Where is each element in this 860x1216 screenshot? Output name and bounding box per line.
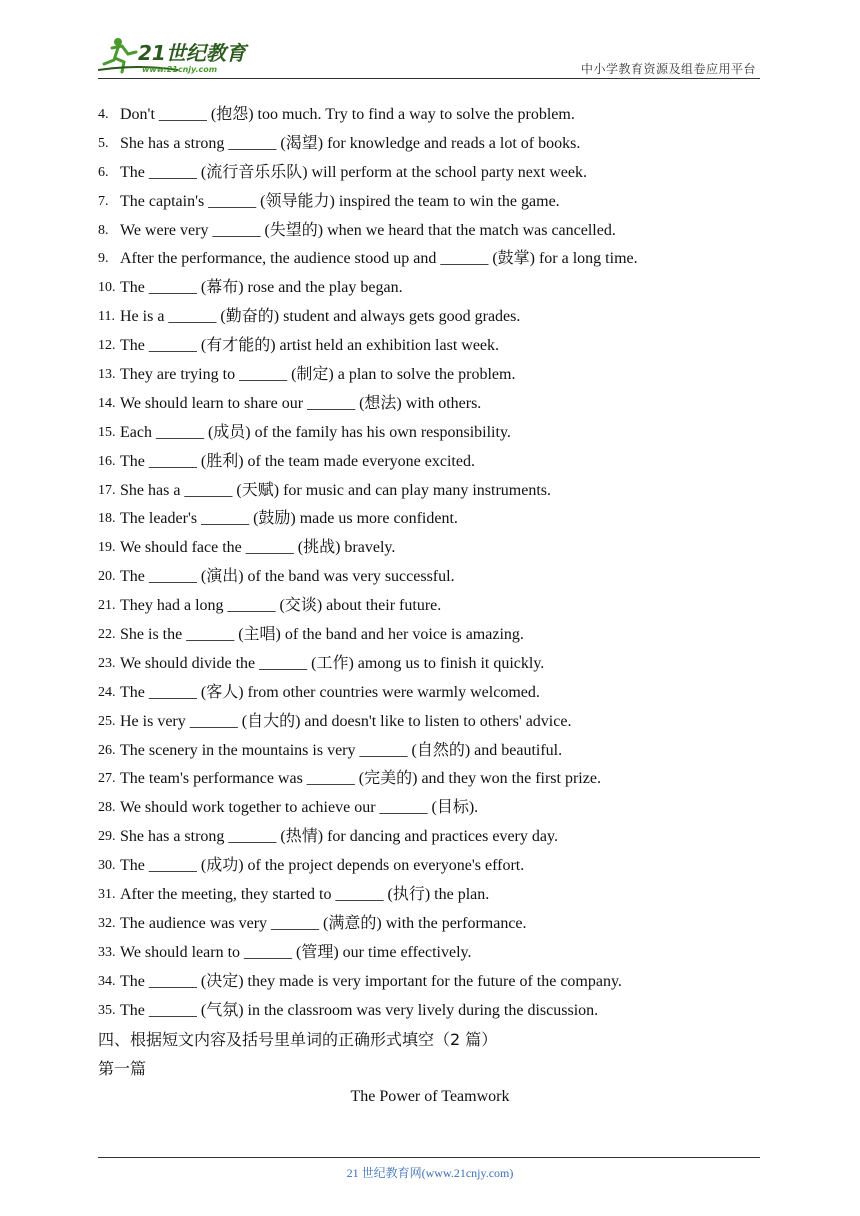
question-item <box>98 852 778 881</box>
question-text: Don't ______ (抱怨) too much. Try to find a way to solve the problem. <box>120 106 575 123</box>
question-item <box>98 823 778 852</box>
question-text: They are trying to ______ (制定) a plan to solve the problem. <box>120 366 516 384</box>
svg-text:21世纪教育: 21世纪教育 <box>138 41 246 65</box>
question-item <box>98 679 778 708</box>
question-text: We should divide the ______ (工作) among us to finish it quickly. <box>120 654 545 672</box>
question-text: The leader's ______ (鼓励) made us more confident. <box>120 510 458 528</box>
question-number: 14. <box>98 395 116 411</box>
question-item <box>98 592 778 621</box>
question-text: We should face the ______ (挑战) bravely. <box>120 539 396 557</box>
question-item <box>98 188 778 217</box>
question-number: 12. <box>98 338 116 354</box>
question-item <box>98 448 778 477</box>
question-number: 11. <box>98 309 115 325</box>
question-number: 4. <box>98 107 109 122</box>
question-number: 21. <box>98 598 116 614</box>
svg-text:www.21cnjy.com: www.21cnjy.com <box>142 65 218 74</box>
question-item <box>98 968 778 997</box>
question-item <box>98 101 778 130</box>
question-number: 32. <box>98 915 116 931</box>
question-text: The ______ (幕布) rose and the play began. <box>120 279 403 297</box>
question-text: He is a ______ (勤奋的) student and always gets good grades. <box>120 308 521 326</box>
site-name: 中小学教育资源及组卷应用平台 <box>580 62 756 76</box>
question-number: 35. <box>98 1002 116 1018</box>
question-number: 18. <box>98 511 116 527</box>
question-text: She has a ______ (天赋) for music and can play many instruments. <box>120 481 552 499</box>
site-logo <box>98 34 268 76</box>
question-item <box>98 159 778 188</box>
question-number: 27. <box>98 771 116 787</box>
question-text: He is very ______ (自大的) and doesn't like to listen to others' advice. <box>120 712 572 730</box>
section-title: 四、根据短文内容及括号里单词的正确形式填空（2 篇） <box>98 1030 498 1049</box>
question-text: The ______ (客人) from other countries were warmly welcomed. <box>120 683 540 701</box>
question-number: 9. <box>98 251 109 267</box>
question-text: After the meeting, they started to ______ (执行) the plan. <box>120 886 490 904</box>
question-text: Each ______ (成员) of the family has his own responsibility. <box>120 423 511 441</box>
question-number: 7. <box>98 193 109 209</box>
question-item <box>98 708 778 737</box>
question-item <box>98 910 778 939</box>
question-item <box>98 794 778 823</box>
page-header <box>98 34 760 79</box>
question-item <box>98 881 778 910</box>
question-number: 24. <box>98 684 116 700</box>
question-item <box>98 217 778 246</box>
question-list <box>98 101 778 1026</box>
question-text: We should learn to ______ (管理) our time effectively. <box>120 943 472 961</box>
question-item <box>98 245 778 274</box>
passage-title: The Power of Teamwork <box>350 1088 510 1105</box>
question-number: 33. <box>98 944 116 960</box>
question-number: 23. <box>98 655 116 671</box>
question-number: 20. <box>98 569 116 585</box>
question-item <box>98 332 778 361</box>
question-number: 5. <box>98 135 109 151</box>
question-number: 28. <box>98 800 116 816</box>
question-item <box>98 274 778 303</box>
question-item <box>98 534 778 563</box>
question-number: 8. <box>98 222 109 238</box>
question-item <box>98 361 778 390</box>
question-number: 16. <box>98 453 116 469</box>
part-title: 第一篇 <box>98 1059 147 1078</box>
question-item <box>98 419 778 448</box>
page-footer: 21 世纪教育网(www.21cnjy.com) <box>346 1166 514 1180</box>
question-item <box>98 303 778 332</box>
question-item <box>98 505 778 534</box>
question-text: The scenery in the mountains is very ______ (自然的) and beautiful. <box>120 741 563 759</box>
question-text: She has a strong ______ (热情) for dancing and practices every day. <box>120 828 558 846</box>
question-text: The ______ (有才能的) artist held an exhibition last week. <box>120 337 500 355</box>
question-item <box>98 390 778 419</box>
question-text: The team's performance was ______ (完美的) and they won the first prize. <box>120 770 601 788</box>
question-number: 30. <box>98 858 116 874</box>
question-text: After the performance, the audience stood up and ______ (鼓掌) for a long time. <box>120 250 638 268</box>
question-number: 29. <box>98 829 116 845</box>
question-text: The captain's ______ (领导能力) inspired the team to win the game. <box>120 192 560 210</box>
question-number: 17. <box>98 482 116 498</box>
question-text: The ______ (决定) they made is very important for the future of the company. <box>120 972 622 990</box>
question-text: They had a long ______ (交谈) about their future. <box>120 597 442 615</box>
question-text: The ______ (流行音乐乐队) will perform at the school party next week. <box>120 163 588 181</box>
question-number: 19. <box>98 540 116 556</box>
question-text: The ______ (气氛) in the classroom was very lively during the discussion. <box>120 1001 599 1019</box>
question-number: 15. <box>98 424 116 440</box>
question-item <box>98 737 778 766</box>
question-item <box>98 765 778 794</box>
question-item <box>98 997 778 1026</box>
question-item <box>98 939 778 968</box>
question-item <box>98 621 778 650</box>
question-number: 25. <box>98 713 116 729</box>
question-item <box>98 563 778 592</box>
question-text: We should learn to share our ______ (想法) with others. <box>120 394 482 412</box>
footer-divider <box>98 1157 760 1158</box>
question-number: 6. <box>98 164 109 180</box>
question-text: The audience was very ______ (满意的) with the performance. <box>120 914 527 932</box>
question-number: 13. <box>98 367 116 383</box>
question-text: She has a strong ______ (渴望) for knowledge and reads a lot of books. <box>120 134 581 152</box>
question-item <box>98 130 778 159</box>
question-item <box>98 477 778 506</box>
question-text: The ______ (成功) of the project depends on everyone's effort. <box>120 857 525 875</box>
question-text: We were very ______ (失望的) when we heard that the match was cancelled. <box>120 221 616 239</box>
question-text: We should work together to achieve our ______ (目标). <box>120 799 479 817</box>
question-number: 26. <box>98 742 116 758</box>
question-text: The ______ (演出) of the band was very successful. <box>120 568 455 586</box>
question-item <box>98 650 778 679</box>
question-number: 34. <box>98 973 116 989</box>
question-number: 10. <box>98 280 116 296</box>
question-text: She is the ______ (主唱) of the band and her voice is amazing. <box>120 626 524 644</box>
question-text: The ______ (胜利) of the team made everyone excited. <box>120 452 475 470</box>
question-number: 31. <box>98 887 116 903</box>
question-number: 22. <box>98 627 116 643</box>
